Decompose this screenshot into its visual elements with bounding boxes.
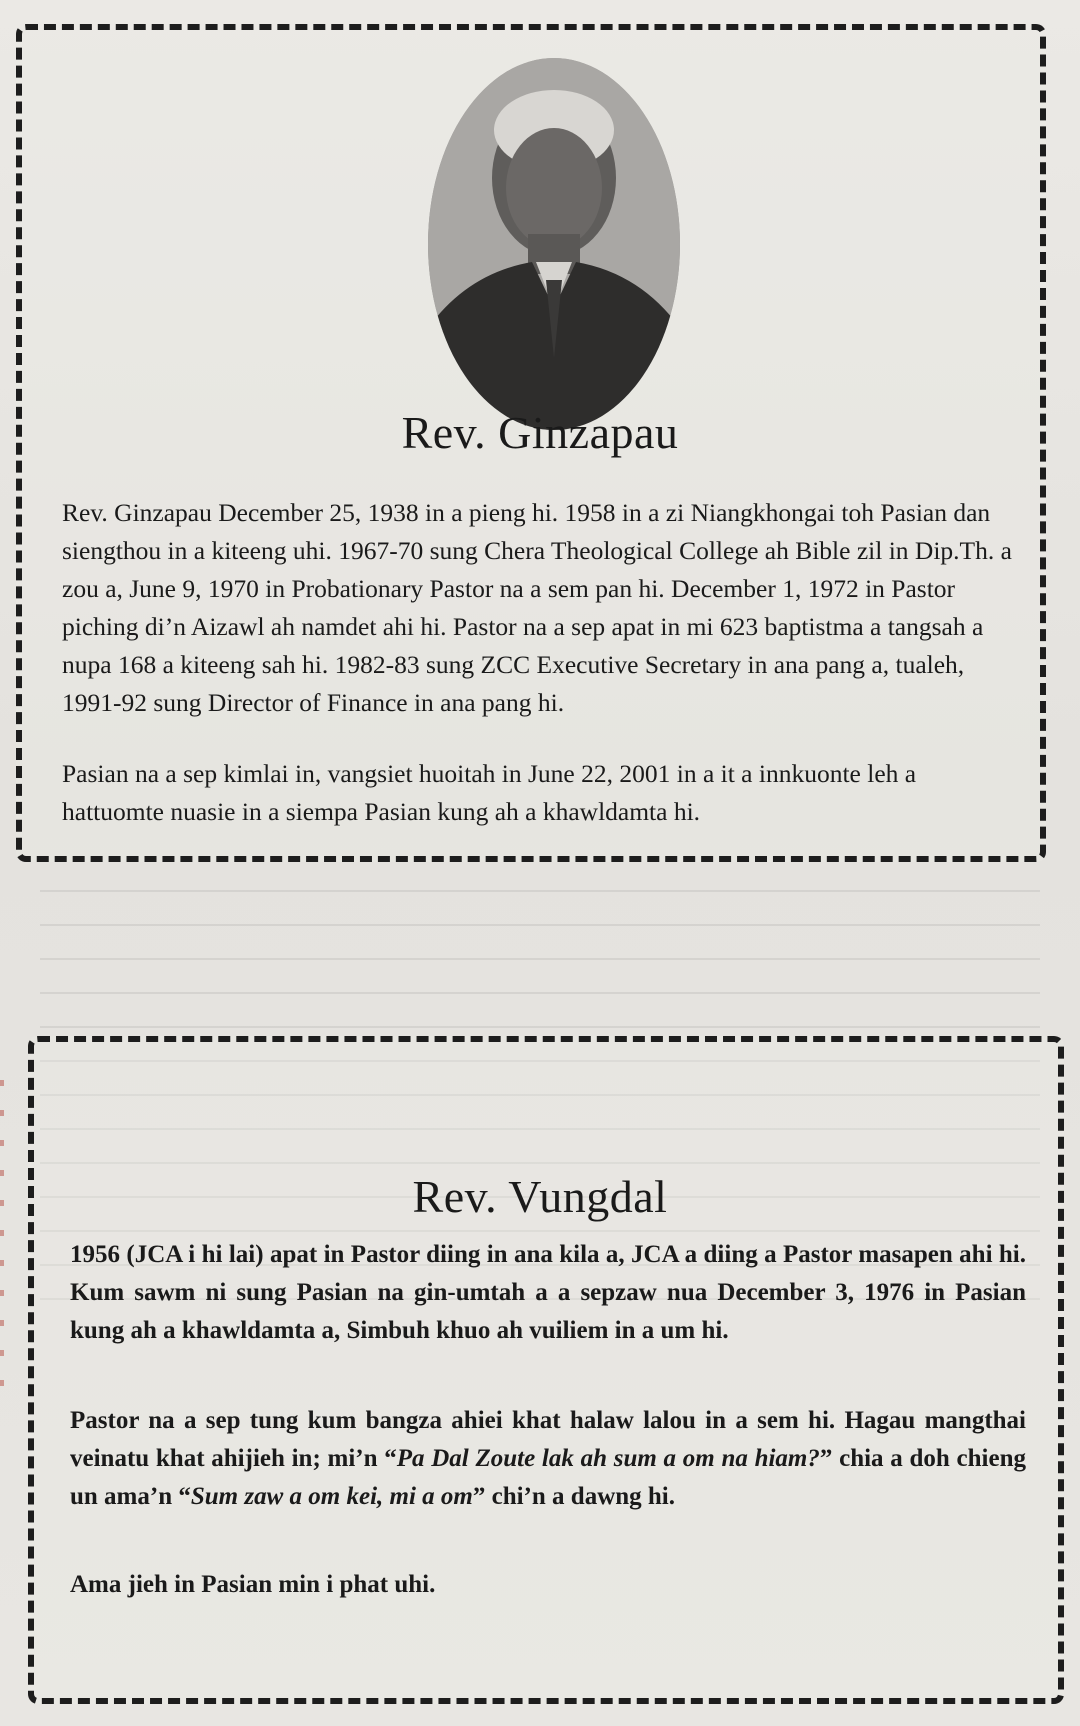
entry-title: Rev. Ginzapau bbox=[401, 407, 679, 458]
biography-paragraph bbox=[70, 1402, 1026, 1516]
entry-title: Rev. Vungdal bbox=[412, 1171, 668, 1222]
portrait-photo bbox=[428, 58, 680, 430]
biography-paragraph: Rev. Ginzapau December 25, 1938 in a pieng hi. 1958 in a zi Niangkhongai toh Pasian dan siengthou in a kiteeng uhi. 1967-70 sung Chera Theological College ah Bible zil in Dip.Th. a zou a, June 9, 1970 in Probationary Pastor na a sem pan hi. December 1, 1972 in Pastor piching di’n Aizawl ah namdet ahi hi. Pastor na a sep apat in mi 623 baptistma a tangsah a nupa 168 a kiteeng sah hi. 1982-83 sung ZCC Executive Secretary in ana pang a, tualeh, 1991-92 sung Director of Finance in ana pang hi. bbox=[62, 498, 1012, 717]
biography-paragraph: Pasian na a sep kimlai in, vangsiet huoitah in June 22, 2001 in a it a innkuonte leh a hattuomte nuasie in a siempa Pasian kung ah a khawldamta hi. bbox=[62, 759, 917, 826]
page-edge-mark bbox=[0, 1080, 4, 1400]
quoted-question: Pa Dal Zoute lak ah sum a om na hiam? bbox=[396, 1445, 820, 1472]
quoted-answer: Sum zaw a om kei, mi a om bbox=[190, 1483, 473, 1510]
paragraph-text: ” chia a doh chieng un ama’n “ bbox=[70, 1445, 1026, 1510]
paragraph-text: Pastor na a sep tung kum bangza ahiei khat halaw lalou in a sem hi. Hagau mangthai veinatu khat ahijieh in; mi’n “ bbox=[70, 1407, 1026, 1472]
portrait-icon bbox=[428, 58, 680, 430]
biography-paragraph: 1956 (JCA i hi lai) apat in Pastor diing in ana kila a, JCA a diing a Pastor masapen ahi hi. Kum sawm ni sung Pasian na gin-umtah a a sepzaw nua December 3, 1976 in Pasian kung ah a khawldamta a, Simbuh khuo ah vuiliem in a um hi. bbox=[70, 1241, 1026, 1344]
biography-paragraph: Ama jieh in Pasian min i phat uhi. bbox=[70, 1571, 436, 1598]
paragraph-text: ” chi’n a dawng hi. bbox=[472, 1483, 675, 1510]
